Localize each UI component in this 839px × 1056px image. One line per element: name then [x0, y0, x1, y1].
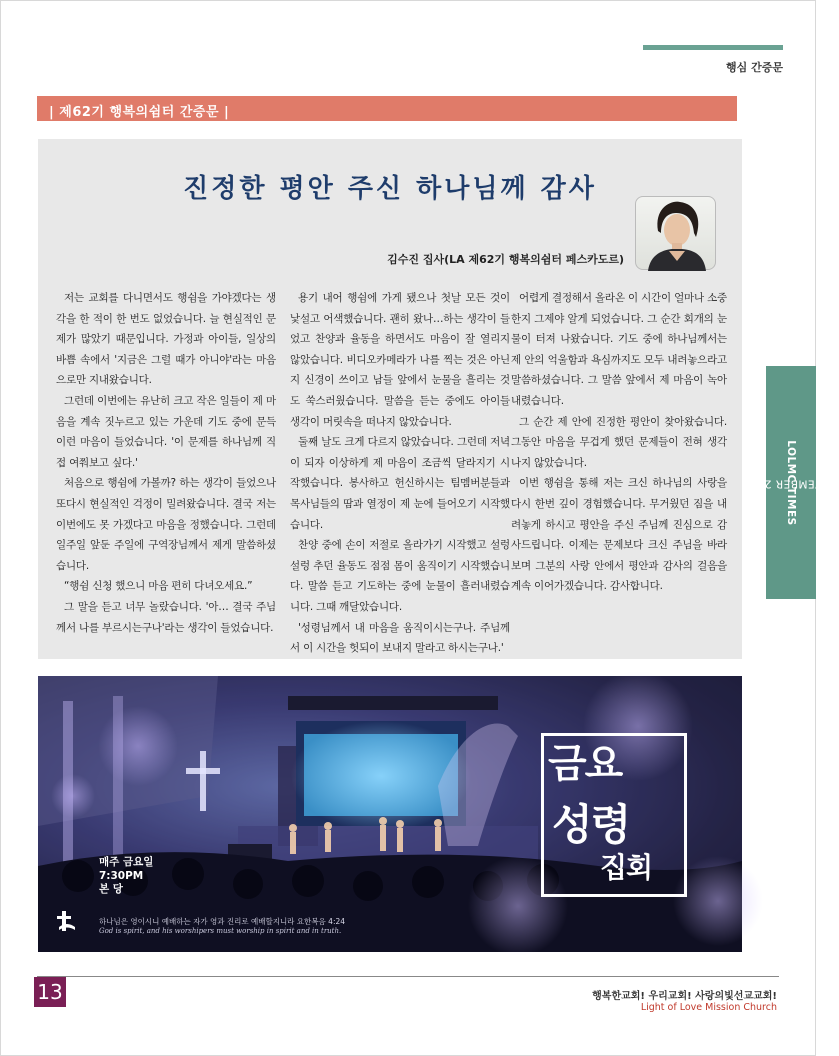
article-column-1	[56, 288, 276, 638]
article-author: 김수진 집사(LA 제62기 행복의쉼터 페스카도르)	[387, 253, 624, 266]
side-tab-publication: LOLMC TIMES	[785, 439, 797, 526]
poster-title-line2: 성령	[552, 800, 630, 849]
side-tab-date: NOVEMBER 2025	[742, 476, 839, 489]
article-paragraph: 용기 내어 행쉼에 가게 됐으나 첫날 모든 것이 낯설고 어색했습니다. 괜히 왔나…하는 생각이 들었고 찬양과 율동을 하면서도 마음이 잘 열리지 않았습니다. 비디오카메라가 나를 찍는 것은 아닌지 신경이 쓰이고 남들 앞에서 눈물을 흘리는 것도 쑥스러웠습니다. 말씀을 듣는 중에도 아이들 생각이 머릿속을 떠나지 않았습니다.	[290, 292, 510, 428]
poster-title-line1: 금요	[548, 741, 622, 787]
article-paragraph: 둘째 날도 크게 다르지 않았습니다. 그런데 저녁이 되자 이상하게 제 마음이 조금씩 달라지기 시작했습니다. 봉사하고 헌신하시는 팀멤버분들과 목사님들의 땀과 열정이 제 눈에 들어오기 시작했습니다.	[290, 436, 510, 531]
article-paragraph: 이번 행쉼을 통해 저는 크신 하나님의 사랑을 다시 한번 깊이 경험했습니다. 무거웠던 짐을 내려놓게 하시고 평안을 주신 주님께 진심으로 감사드립니다. 이제는 문제보다 크신 주님을 바라보며 그분의 사랑 안에서 평안과 감사의 걸음을 계속 이어가겠습니다. 감사합니다.	[511, 477, 727, 593]
article-paragraph: 저는 교회를 다니면서도 행쉼을 가야겠다는 생각을 한 적이 한 번도 없었습니다. 늘 현실적인 문제가 많았기 때문입니다. 가정과 아이들, 일상의 바쁨 속에서 '지금은 그럴 때가 아니야'라는 마음으로만 지내왔습니다.	[56, 292, 276, 387]
poster-verse-korean: 하나님은 영이시니 예배하는 자가 영과 진리로 예배할지니라 요한복음 4:24	[99, 917, 346, 926]
article-paragraph: 어렵게 결정해서 올라온 이 시간이 얼마나 소중한지 그제야 알게 되었습니다. 그 순간 회개의 눈물이 터져 나왔습니다. 기도 중에 하나님께서는 제 안의 억울함과 욕심까지도 모두 내려놓으라고 말씀하셨습니다. 그 말씀 앞에서 제 마음이 녹아내렸습니다.	[511, 292, 727, 407]
article-paragraph: 찬양 중에 손이 저절로 올라가기 시작했고 설렁설렁 추던 율동도 점점 몸이 움직이기 시작했습니다. 말씀 듣고 기도하는 중에 눈물이 흘러내렸습니다. 그때 깨달았습니다.	[290, 539, 510, 613]
footer-tagline: 행복한교회! 우리교회! 사랑의빛선교교회!	[592, 991, 777, 1002]
article-column-3	[511, 288, 727, 597]
service-day: 매주 금요일	[99, 856, 154, 868]
footer-divider	[37, 976, 779, 977]
poster-title-line3: 집회	[600, 851, 653, 884]
author-portrait	[635, 196, 716, 270]
article-column-2	[290, 288, 510, 659]
service-time: 7:30PM	[99, 869, 144, 882]
service-schedule	[99, 856, 153, 897]
article-paragraph: '성령님께서 내 마음을 움직이시는구나. 주님께서 이 시간을 헛되이 보내지 말라고 하시는구나.'	[290, 621, 510, 655]
poster-verse-english: God is spirit, and his worshipers must worship in spirit and in truth.	[99, 927, 342, 935]
portrait-image	[636, 197, 717, 271]
banner	[37, 96, 737, 121]
section-label: 행심 간증문	[726, 61, 783, 74]
article-paragraph: 그 순간 제 안에 진정한 평안이 찾아왔습니다. 그동안 마음을 무겁게 했던 문제들이 전혀 생각나지 않았습니다.	[511, 415, 727, 469]
section-accent-bar	[643, 45, 783, 50]
article-title: 진정한 평안 주신 하나님께 감사	[183, 174, 597, 204]
article-paragraph: 그 말을 듣고 너무 놀랐습니다. '아… 결국 주님께서 나를 부르시는구나'라는 생각이 들었습니다.	[56, 600, 276, 634]
article-paragraph: 그런데 이번에는 유난히 크고 작은 일들이 제 마음을 계속 짓누르고 있는 가운데 기도 중에 문득 이런 마음이 들었습니다. '이 문제를 하나님께 직접 여쭤보고 싶다.'	[56, 394, 276, 469]
side-tab-text	[742, 366, 839, 599]
banner-text: | 제62기 행복의쉼터 간증문 |	[49, 105, 230, 120]
service-location: 본 당	[99, 883, 123, 895]
footer-church-name: Light of Love Mission Church	[640, 1002, 777, 1013]
article-paragraph: 처음으로 행쉼에 가볼까? 하는 생각이 들었으나 또다시 현실적인 걱정이 밀려왔습니다. 결국 저는 이번에도 못 가겠다고 마음을 정했습니다. 그런데 일주일 앞둔 주일에 구역장님께서 제게 말씀하셨습니다.	[56, 477, 276, 572]
article-paragraph: “행쉼 신청 했으니 마음 편히 다녀오세요.”	[64, 580, 253, 593]
page-number: 13	[34, 977, 66, 1007]
